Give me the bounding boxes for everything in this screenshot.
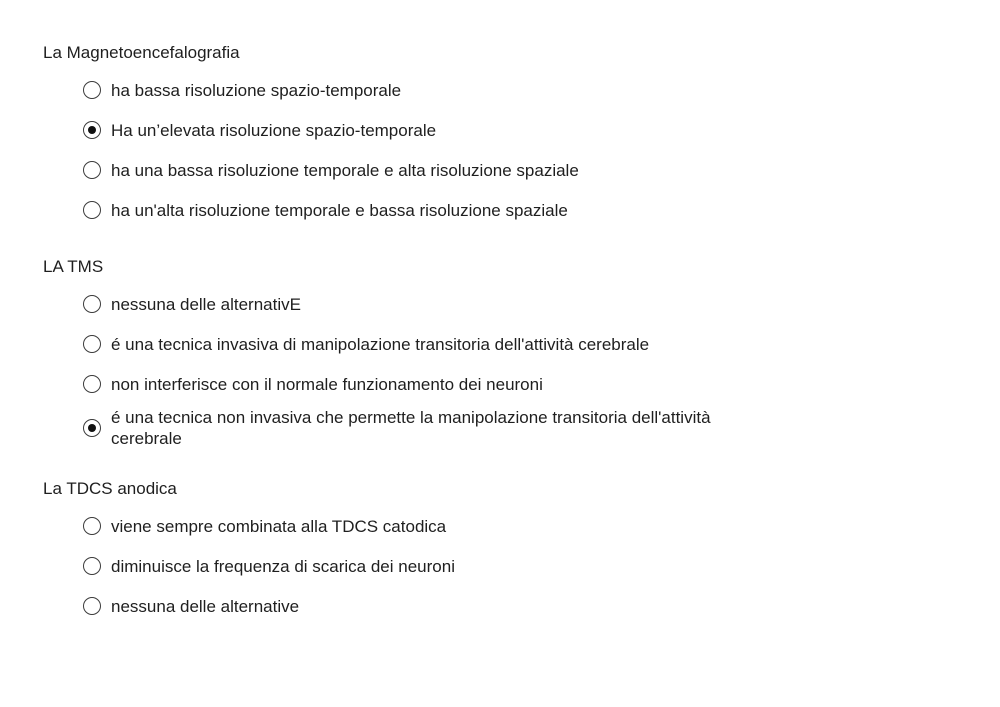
option-bassa-risoluzione[interactable] <box>83 70 943 110</box>
options-group <box>83 70 943 230</box>
option-label: nessuna delle alternativE <box>111 294 301 314</box>
question-title: La TDCS anodica <box>43 479 177 498</box>
option-bassa-temporale-alta-spaziale[interactable] <box>83 150 943 190</box>
radio-button-icon[interactable] <box>83 81 101 99</box>
option-label: ha bassa risoluzione spazio-temporale <box>111 80 402 100</box>
question-title: La Magnetoencefalografia <box>43 43 240 62</box>
radio-button-icon[interactable] <box>83 419 101 437</box>
question-magnetoencefalografia <box>43 42 943 230</box>
option-label: Ha un’elevata risoluzione spazio-temporale <box>111 120 437 140</box>
option-label: non interferisce con il normale funzionamento dei neuroni <box>111 374 543 394</box>
option-diminuisce-frequenza[interactable] <box>83 546 943 586</box>
question-tms <box>43 256 943 452</box>
question-tdcs-anodica <box>43 478 943 626</box>
option-alta-temporale-bassa-spaziale[interactable] <box>83 190 943 230</box>
option-non-interferisce[interactable] <box>83 364 943 404</box>
question-title: LA TMS <box>43 257 104 276</box>
radio-button-icon[interactable] <box>83 597 101 615</box>
option-label: viene sempre combinata alla TDCS catodica <box>111 516 447 536</box>
radio-button-icon[interactable] <box>83 295 101 313</box>
radio-button-icon[interactable] <box>83 121 101 139</box>
option-nessuna-alternativa[interactable] <box>83 586 943 626</box>
radio-button-icon[interactable] <box>83 201 101 219</box>
option-combinata-catodica[interactable] <box>83 506 943 546</box>
options-group <box>83 284 943 452</box>
option-label: é una tecnica non invasiva che permette la manipolazione transitoria dell'attività cerebrale <box>111 408 711 448</box>
options-group <box>83 506 943 626</box>
option-label: ha un'alta risoluzione temporale e bassa risoluzione spaziale <box>111 200 568 220</box>
option-label: nessuna delle alternative <box>111 596 300 616</box>
option-label: diminuisce la frequenza di scarica dei neuroni <box>111 556 455 576</box>
radio-button-icon[interactable] <box>83 375 101 393</box>
quiz-form <box>43 42 943 654</box>
option-label: é una tecnica invasiva di manipolazione transitoria dell'attività cerebrale <box>111 334 650 354</box>
radio-button-icon[interactable] <box>83 557 101 575</box>
option-elevata-risoluzione[interactable] <box>83 110 943 150</box>
option-tecnica-invasiva[interactable] <box>83 324 943 364</box>
radio-button-icon[interactable] <box>83 161 101 179</box>
radio-button-icon[interactable] <box>83 335 101 353</box>
radio-button-icon[interactable] <box>83 517 101 535</box>
option-nessuna-alternativa[interactable] <box>83 284 943 324</box>
option-label: ha una bassa risoluzione temporale e alta risoluzione spaziale <box>111 160 579 180</box>
option-tecnica-non-invasiva[interactable] <box>83 404 943 452</box>
